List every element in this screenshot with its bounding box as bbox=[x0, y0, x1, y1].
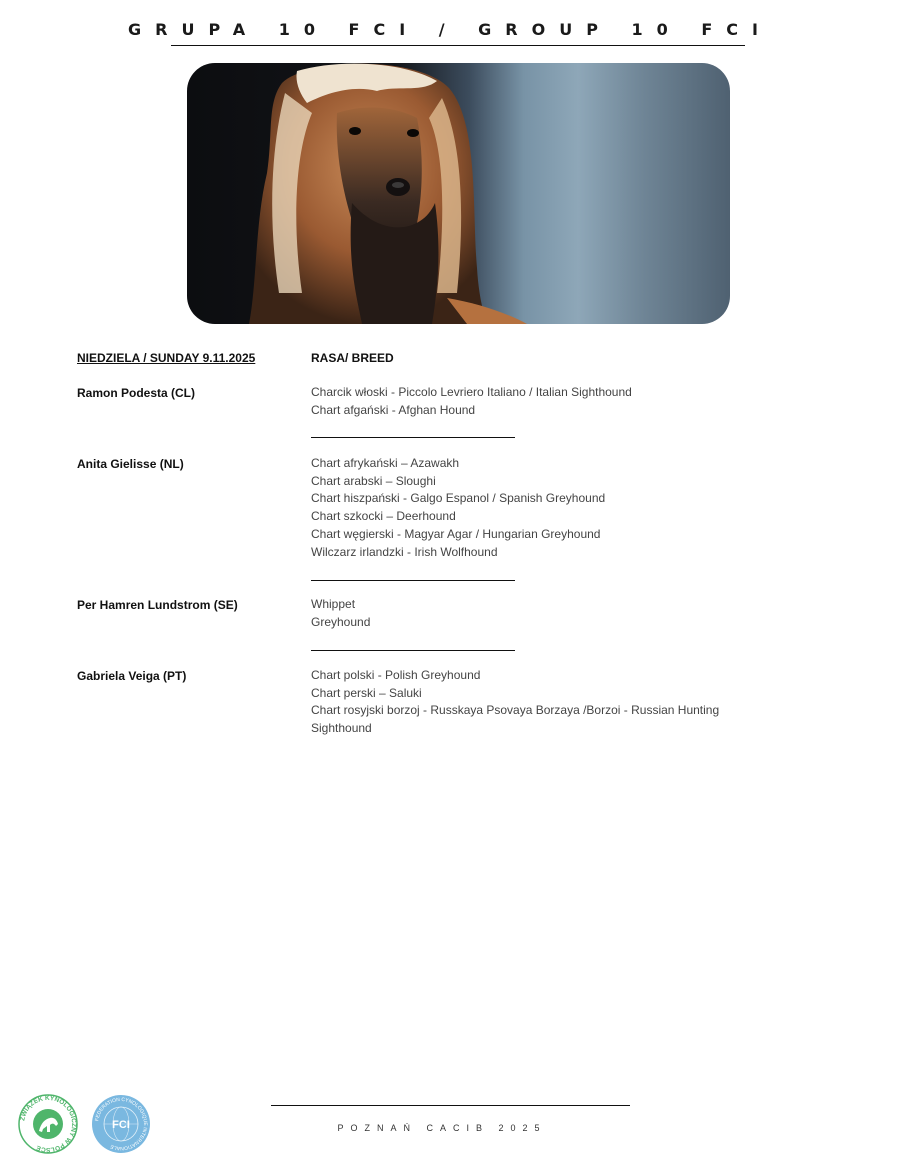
breed-item: Chart perski – Saluki bbox=[311, 685, 422, 700]
zkwp-logo bbox=[17, 1093, 79, 1160]
breed-item: Sighthound bbox=[311, 721, 372, 736]
footer-text: POZNAŃ CACIB 2025 bbox=[337, 1123, 547, 1133]
breed-header: RASA/ BREED bbox=[311, 351, 394, 365]
breed-item: Chart polski - Polish Greyhound bbox=[311, 668, 481, 682]
judge-divider bbox=[311, 580, 515, 581]
breed-list bbox=[311, 667, 741, 738]
afghan-hound-photo bbox=[187, 63, 730, 324]
fci-logo bbox=[90, 1093, 152, 1160]
breed-list bbox=[311, 596, 741, 631]
judge-name: Gabriela Veiga (PT) bbox=[77, 669, 187, 683]
zkwp-logo-text: ZWIĄZEK KYNOLOGICZNY W POLSCE bbox=[19, 1094, 78, 1154]
judge-divider bbox=[311, 650, 515, 651]
breed-item: Chart hiszpański - Galgo Espanol / Spanish Greyhound bbox=[311, 491, 606, 506]
breed-item: Chart węgierski - Magyar Agar / Hungarian Greyhound bbox=[311, 526, 601, 541]
judge-name: Ramon Podesta (CL) bbox=[77, 386, 196, 400]
breed-list bbox=[311, 384, 741, 419]
breed-item: Chart afgański - Afghan Hound bbox=[311, 402, 476, 417]
fci-logo-ring-text: FEDERATION CYNOLOGIQUE INTERNATIONALE bbox=[94, 1096, 149, 1152]
breed-item: Whippet bbox=[311, 597, 356, 611]
breed-item: Wilczarz irlandzki - Irish Wolfhound bbox=[311, 544, 498, 559]
breed-item: Greyhound bbox=[311, 614, 371, 629]
judge-name: Per Hamren Lundstrom (SE) bbox=[77, 598, 238, 612]
breed-item: Charcik włoski - Piccolo Levriero Italiano / Italian Sighthound bbox=[311, 385, 632, 399]
header-divider bbox=[171, 45, 745, 46]
breed-item: Chart szkocki – Deerhound bbox=[311, 509, 456, 524]
day-label: NIEDZIELA / SUNDAY 9.11.2025 bbox=[77, 351, 256, 365]
judge-divider bbox=[311, 437, 515, 438]
footer-divider bbox=[271, 1105, 630, 1106]
breed-item: Chart rosyjski borzoj - Russkaya Psovaya Borzaya /Borzoi - Russian Hunting bbox=[311, 703, 720, 718]
judge-name: Anita Gielisse (NL) bbox=[77, 457, 184, 471]
hero-image bbox=[187, 63, 730, 324]
breed-list bbox=[311, 455, 741, 561]
page-title: GRUPA 10 FCI / GROUP 10 FCI bbox=[128, 20, 772, 39]
fci-logo-text: FCI bbox=[112, 1119, 130, 1131]
breed-item: Chart arabski – Sloughi bbox=[311, 473, 436, 488]
breed-item: Chart afrykański – Azawakh bbox=[311, 456, 460, 470]
